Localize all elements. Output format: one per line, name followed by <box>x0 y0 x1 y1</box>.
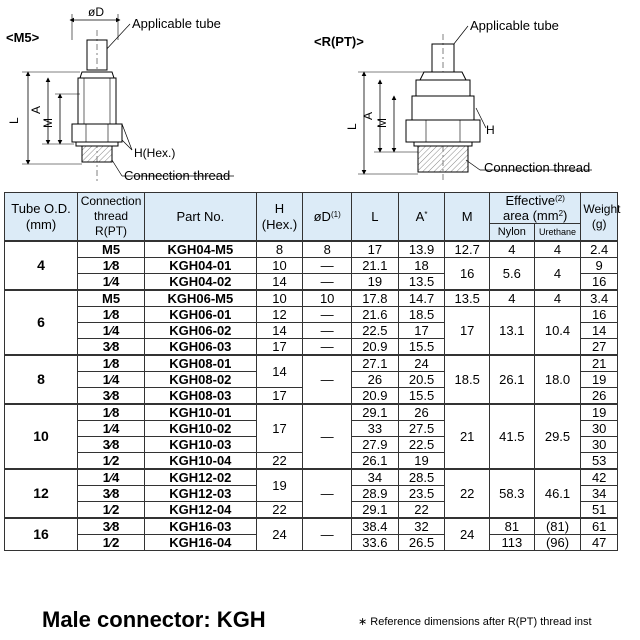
l-cell: 20.9 <box>352 339 399 356</box>
thread-cell: 1⁄8 <box>78 355 145 372</box>
weight-cell: 21 <box>581 355 618 372</box>
nylon-cell: 4 <box>490 241 535 258</box>
l-cell: 33 <box>352 421 399 437</box>
l-cell: 17 <box>352 241 399 258</box>
m5-m-label: M <box>41 118 55 128</box>
header-connection-thread: Connection thread R(PT) <box>78 193 145 242</box>
urethane-cell: 18.0 <box>534 355 581 404</box>
part-no-cell: KGH10-04 <box>145 453 257 470</box>
thread-cell: 1⁄8 <box>78 307 145 323</box>
od-cell: 8 <box>303 241 352 258</box>
table-row <box>5 469 618 486</box>
l-cell: 27.9 <box>352 437 399 453</box>
thread-cell: 1⁄4 <box>78 469 145 486</box>
rpt-connection-thread-label: Connection thread <box>484 160 591 175</box>
od-cell: 10 <box>303 290 352 307</box>
weight-cell: 61 <box>581 518 618 535</box>
l-cell: 34 <box>352 469 399 486</box>
rpt-applicable-tube-label: Applicable tube <box>470 18 559 33</box>
header-m: M <box>445 193 490 242</box>
header-weight: Weight (g) <box>581 193 618 242</box>
reference-footnote: ∗ Reference dimensions after R(PT) thread inst <box>358 616 592 628</box>
h-cell: 10 <box>256 258 303 274</box>
a-cell: 20.5 <box>398 372 445 388</box>
weight-cell: 42 <box>581 469 618 486</box>
part-no-cell: KGH08-03 <box>145 388 257 405</box>
l-cell: 22.5 <box>352 323 399 339</box>
l-cell: 26.1 <box>352 453 399 470</box>
table-row <box>5 241 618 258</box>
part-no-cell: KGH10-02 <box>145 421 257 437</box>
nylon-cell: 113 <box>490 535 535 551</box>
thread-cell: 1⁄4 <box>78 323 145 339</box>
rpt-a-label: A <box>361 111 375 120</box>
l-cell: 20.9 <box>352 388 399 405</box>
dimension-drawings <box>0 0 640 192</box>
weight-cell: 19 <box>581 404 618 421</box>
header-h: H (Hex.) <box>256 193 303 242</box>
l-cell: 21.1 <box>352 258 399 274</box>
nylon-cell: 58.3 <box>490 469 535 518</box>
part-no-cell: KGH08-01 <box>145 355 257 372</box>
table-row <box>5 355 618 372</box>
thread-cell: 3⁄8 <box>78 486 145 502</box>
m5-hex-shape <box>72 124 122 142</box>
od-cell: — <box>303 518 352 551</box>
thread-cell: 1⁄8 <box>78 404 145 421</box>
a-cell: 22.5 <box>398 437 445 453</box>
od-cell: — <box>303 339 352 356</box>
od-cell: — <box>303 404 352 469</box>
part-no-cell: KGH16-04 <box>145 535 257 551</box>
part-no-cell: KGH06-02 <box>145 323 257 339</box>
urethane-cell: (96) <box>534 535 581 551</box>
table-header <box>5 193 621 242</box>
part-no-cell: KGH16-03 <box>145 518 257 535</box>
urethane-cell: 29.5 <box>534 404 581 469</box>
thread-cell: 1⁄4 <box>78 372 145 388</box>
table-row <box>5 404 618 421</box>
header-effective-area: Effective$^{(2)}$ area $(mm^2)$ <box>490 193 581 224</box>
l-cell: 26 <box>352 372 399 388</box>
a-cell: 27.5 <box>398 421 445 437</box>
tube-od-cell: 10 <box>5 404 78 469</box>
weight-cell: 47 <box>581 535 618 551</box>
tube-od-cell: 8 <box>5 355 78 404</box>
header-a: A* <box>398 193 445 242</box>
part-no-cell: KGH04-M5 <box>145 241 257 258</box>
weight-cell: 3.4 <box>581 290 618 307</box>
l-cell: 29.1 <box>352 502 399 519</box>
thread-cell: 1⁄2 <box>78 502 145 519</box>
h-cell: 17 <box>256 404 303 453</box>
a-cell: 18.5 <box>398 307 445 323</box>
m-cell: 21 <box>445 404 490 469</box>
rpt-l-label: L <box>345 123 359 130</box>
a-cell: 26.5 <box>398 535 445 551</box>
rpt-m-label: M <box>375 118 389 128</box>
thread-cell: 1⁄8 <box>78 258 145 274</box>
m5-l-label: L <box>7 117 21 124</box>
l-cell: 17.8 <box>352 290 399 307</box>
m-cell: 22 <box>445 469 490 518</box>
m-cell: 13.5 <box>445 290 490 307</box>
m-cell: 12.7 <box>445 241 490 258</box>
urethane-cell: 4 <box>534 241 581 258</box>
part-no-cell: KGH12-03 <box>145 486 257 502</box>
l-cell: 21.6 <box>352 307 399 323</box>
thread-cell: 1⁄4 <box>78 421 145 437</box>
header-nylon: Nylon <box>490 224 535 242</box>
part-no-cell: KGH12-04 <box>145 502 257 519</box>
thread-cell: 3⁄8 <box>78 437 145 453</box>
weight-cell: 16 <box>581 307 618 323</box>
table-row <box>5 307 618 323</box>
h-cell: 17 <box>256 339 303 356</box>
m5-a-label: A <box>29 105 43 114</box>
a-cell: 32 <box>398 518 445 535</box>
part-no-cell: KGH04-01 <box>145 258 257 274</box>
m5-applicable-tube-label: Applicable tube <box>132 16 221 31</box>
part-no-cell: KGH04-02 <box>145 274 257 291</box>
part-no-cell: KGH10-03 <box>145 437 257 453</box>
part-no-cell: KGH06-03 <box>145 339 257 356</box>
od-cell: — <box>303 258 352 274</box>
part-no-cell: KGH06-M5 <box>145 290 257 307</box>
od-cell: — <box>303 323 352 339</box>
weight-cell: 14 <box>581 323 618 339</box>
table-body <box>5 241 618 551</box>
tube-od-cell: 16 <box>5 518 78 551</box>
nylon-cell: 81 <box>490 518 535 535</box>
a-cell: 19 <box>398 453 445 470</box>
weight-cell: 53 <box>581 453 618 470</box>
a-cell: 28.5 <box>398 469 445 486</box>
a-cell: 18 <box>398 258 445 274</box>
nylon-cell: 26.1 <box>490 355 535 404</box>
od-cell: — <box>303 274 352 291</box>
nylon-cell: 41.5 <box>490 404 535 469</box>
weight-cell: 9 <box>581 258 618 274</box>
part-no-cell: KGH08-02 <box>145 372 257 388</box>
weight-cell: 19 <box>581 372 618 388</box>
l-cell: 29.1 <box>352 404 399 421</box>
weight-cell: 27 <box>581 339 618 356</box>
urethane-cell: 46.1 <box>534 469 581 518</box>
page-title: Male connector: KGH <box>42 607 266 632</box>
weight-cell: 30 <box>581 421 618 437</box>
weight-cell: 51 <box>581 502 618 519</box>
thread-cell: 3⁄8 <box>78 388 145 405</box>
m5-thread-shape <box>82 146 112 162</box>
nylon-cell: 4 <box>490 290 535 307</box>
rpt-thread-shape <box>418 146 468 172</box>
urethane-cell: 4 <box>534 290 581 307</box>
header-part-no: Part No. <box>145 193 257 242</box>
urethane-cell: 10.4 <box>534 307 581 356</box>
dimensions-table <box>4 192 621 551</box>
h-cell: 22 <box>256 502 303 519</box>
part-no-cell: KGH12-02 <box>145 469 257 486</box>
a-cell: 26 <box>398 404 445 421</box>
h-cell: 19 <box>256 469 303 502</box>
m5-label: <M5> <box>6 30 40 45</box>
h-cell: 12 <box>256 307 303 323</box>
thread-cell: 3⁄8 <box>78 339 145 356</box>
thread-cell: 1⁄4 <box>78 274 145 291</box>
weight-cell: 26 <box>581 388 618 405</box>
m5-connection-thread-label: Connection thread <box>124 168 231 183</box>
weight-cell: 2.4 <box>581 241 618 258</box>
l-cell: 28.9 <box>352 486 399 502</box>
thread-cell: M5 <box>78 290 145 307</box>
l-cell: 19 <box>352 274 399 291</box>
tube-od-cell: 12 <box>5 469 78 518</box>
m-cell: 18.5 <box>445 355 490 404</box>
a-cell: 23.5 <box>398 486 445 502</box>
od-cell: — <box>303 469 352 518</box>
table-row <box>5 518 618 535</box>
a-cell: 24 <box>398 355 445 372</box>
tube-od-cell: 6 <box>5 290 78 355</box>
weight-cell: 16 <box>581 274 618 291</box>
thread-cell: 3⁄8 <box>78 518 145 535</box>
a-cell: 15.5 <box>398 388 445 405</box>
m-cell: 16 <box>445 258 490 291</box>
m5-od-label: øD <box>88 5 104 19</box>
m-cell: 24 <box>445 518 490 551</box>
header-tube-od: Tube O.D. (mm) <box>5 193 78 242</box>
table-row <box>5 258 618 274</box>
urethane-cell: (81) <box>534 518 581 535</box>
h-cell: 10 <box>256 290 303 307</box>
rpt-hex-shape <box>406 120 480 142</box>
h-cell: 17 <box>256 388 303 405</box>
tube-od-cell: 4 <box>5 241 78 290</box>
rpt-drawing <box>314 18 592 182</box>
rpt-label: <R(PT)> <box>314 34 364 49</box>
l-cell: 38.4 <box>352 518 399 535</box>
h-cell: 8 <box>256 241 303 258</box>
h-cell: 14 <box>256 323 303 339</box>
weight-cell: 34 <box>581 486 618 502</box>
nylon-cell: 13.1 <box>490 307 535 356</box>
weight-cell: 30 <box>581 437 618 453</box>
a-cell: 17 <box>398 323 445 339</box>
a-cell: 13.5 <box>398 274 445 291</box>
l-cell: 27.1 <box>352 355 399 372</box>
part-no-cell: KGH06-01 <box>145 307 257 323</box>
urethane-cell: 4 <box>534 258 581 291</box>
thread-cell: M5 <box>78 241 145 258</box>
od-cell: — <box>303 307 352 323</box>
a-cell: 15.5 <box>398 339 445 356</box>
header-urethane: Urethane <box>534 224 581 242</box>
part-no-cell: KGH10-01 <box>145 404 257 421</box>
thread-cell: 1⁄2 <box>78 453 145 470</box>
a-cell: 22 <box>398 502 445 519</box>
h-cell: 14 <box>256 274 303 291</box>
m5-drawing <box>6 5 234 183</box>
rpt-hex-label: H <box>486 123 495 137</box>
header-od: $øD^{(1)}$ <box>303 193 352 242</box>
a-cell: 14.7 <box>398 290 445 307</box>
nylon-cell: 5.6 <box>490 258 535 291</box>
header-l: L <box>352 193 399 242</box>
table-row <box>5 290 618 307</box>
a-cell: 13.9 <box>398 241 445 258</box>
h-cell: 14 <box>256 355 303 388</box>
l-cell: 33.6 <box>352 535 399 551</box>
m5-hex-label: H(Hex.) <box>134 146 176 160</box>
od-cell: — <box>303 355 352 404</box>
m-cell: 17 <box>445 307 490 356</box>
thread-cell: 1⁄2 <box>78 535 145 551</box>
h-cell: 24 <box>256 518 303 551</box>
h-cell: 22 <box>256 453 303 470</box>
